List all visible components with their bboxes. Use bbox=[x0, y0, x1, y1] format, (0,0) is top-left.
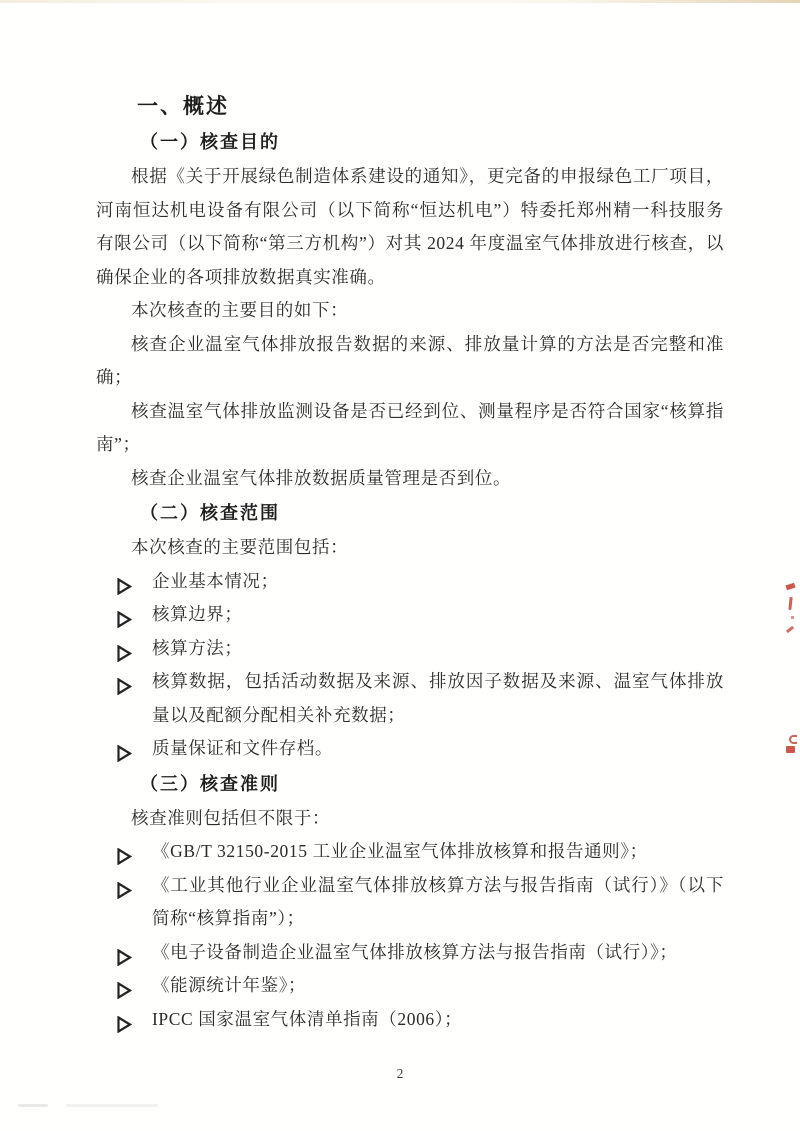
list-item bbox=[96, 969, 724, 1003]
section-heading-purpose: （一）核查目的 bbox=[140, 132, 280, 152]
list-item bbox=[96, 936, 724, 970]
list-item-text: 核算边界； bbox=[152, 604, 243, 624]
list-item bbox=[96, 665, 724, 732]
arrow-bullet-icon bbox=[117, 740, 132, 757]
paragraph: 核查企业温室气体排放数据质量管理是否到位。 bbox=[131, 467, 512, 488]
paragraph: 核查企业温室气体排放报告数据的来源、排放量计算的方法是否完整和准确； bbox=[96, 333, 724, 387]
list-item bbox=[96, 632, 724, 666]
list-item bbox=[96, 1003, 724, 1037]
list-item bbox=[96, 598, 724, 632]
arrow-bullet-icon bbox=[117, 1011, 132, 1028]
arrow-bullet-icon bbox=[117, 673, 132, 690]
page-number: 2 bbox=[396, 1066, 404, 1081]
list-item-text: IPCC 国家温室气体清单指南（2006）； bbox=[152, 1008, 463, 1029]
paragraph: 本次核查的主要范围包括： bbox=[131, 537, 349, 557]
criteria-list bbox=[96, 835, 724, 1036]
scope-list bbox=[96, 565, 724, 766]
arrow-bullet-icon bbox=[117, 944, 132, 961]
arrow-bullet-icon bbox=[117, 843, 132, 860]
paragraph: 本次核查的主要目的如下： bbox=[131, 300, 349, 320]
list-item bbox=[96, 732, 724, 766]
list-item-text: 《GB/T 32150-2015 工业企业温室气体排放核算和报告通则》； bbox=[152, 841, 648, 861]
list-item-text: 核算数据，包括活动数据及来源、排放因子数据及来源、温室气体排放量以及配额分配相关补充数据； bbox=[152, 671, 724, 725]
paragraph: 核查温室气体排放监测设备是否已经到位、测量程序是否符合国家“核算指南”； bbox=[96, 400, 724, 454]
list-item bbox=[96, 565, 724, 599]
list-item-text: 《工业其他行业企业温室气体排放核算方法与报告指南（试行）》（以下简称“核算指南”）； bbox=[152, 874, 724, 928]
arrow-bullet-icon bbox=[117, 573, 132, 590]
section-heading-scope: （二）核查范围 bbox=[140, 503, 280, 523]
list-item-text: 质量保证和文件存档。 bbox=[152, 738, 333, 758]
arrow-bullet-icon bbox=[117, 640, 132, 657]
arrow-bullet-icon bbox=[117, 606, 132, 623]
list-item bbox=[96, 869, 724, 936]
arrow-bullet-icon bbox=[117, 977, 132, 994]
list-item-text: 《能源统计年鉴》； bbox=[152, 975, 307, 995]
list-item-text: 企业基本情况； bbox=[152, 570, 279, 591]
paragraph: 核查准则包括但不限于： bbox=[131, 807, 331, 828]
paragraph: 根据《关于开展绿色制造体系建设的通知》，更完备的申报绿色工厂项目，河南恒达机电设备有限公司（以下简称“恒达机电”）特委托郑州精一科技服务有限公司（以下简称“第三方机构”）对其 2024 年度温室气体排放进行核查，以确保企业的各项排放数据真实准确。 bbox=[96, 166, 724, 287]
list-item-text: 《电子设备制造企业温室气体排放核算方法与报告指南（试行）》； bbox=[152, 941, 678, 962]
list-item bbox=[96, 835, 724, 869]
list-item-text: 核算方法； bbox=[152, 637, 243, 658]
scan-smudge bbox=[66, 1104, 158, 1107]
section-heading-criteria: （三）核查准则 bbox=[140, 773, 280, 794]
chapter-heading: 一、概述 bbox=[137, 94, 229, 118]
scan-smudge bbox=[18, 1104, 48, 1107]
arrow-bullet-icon bbox=[117, 877, 132, 894]
